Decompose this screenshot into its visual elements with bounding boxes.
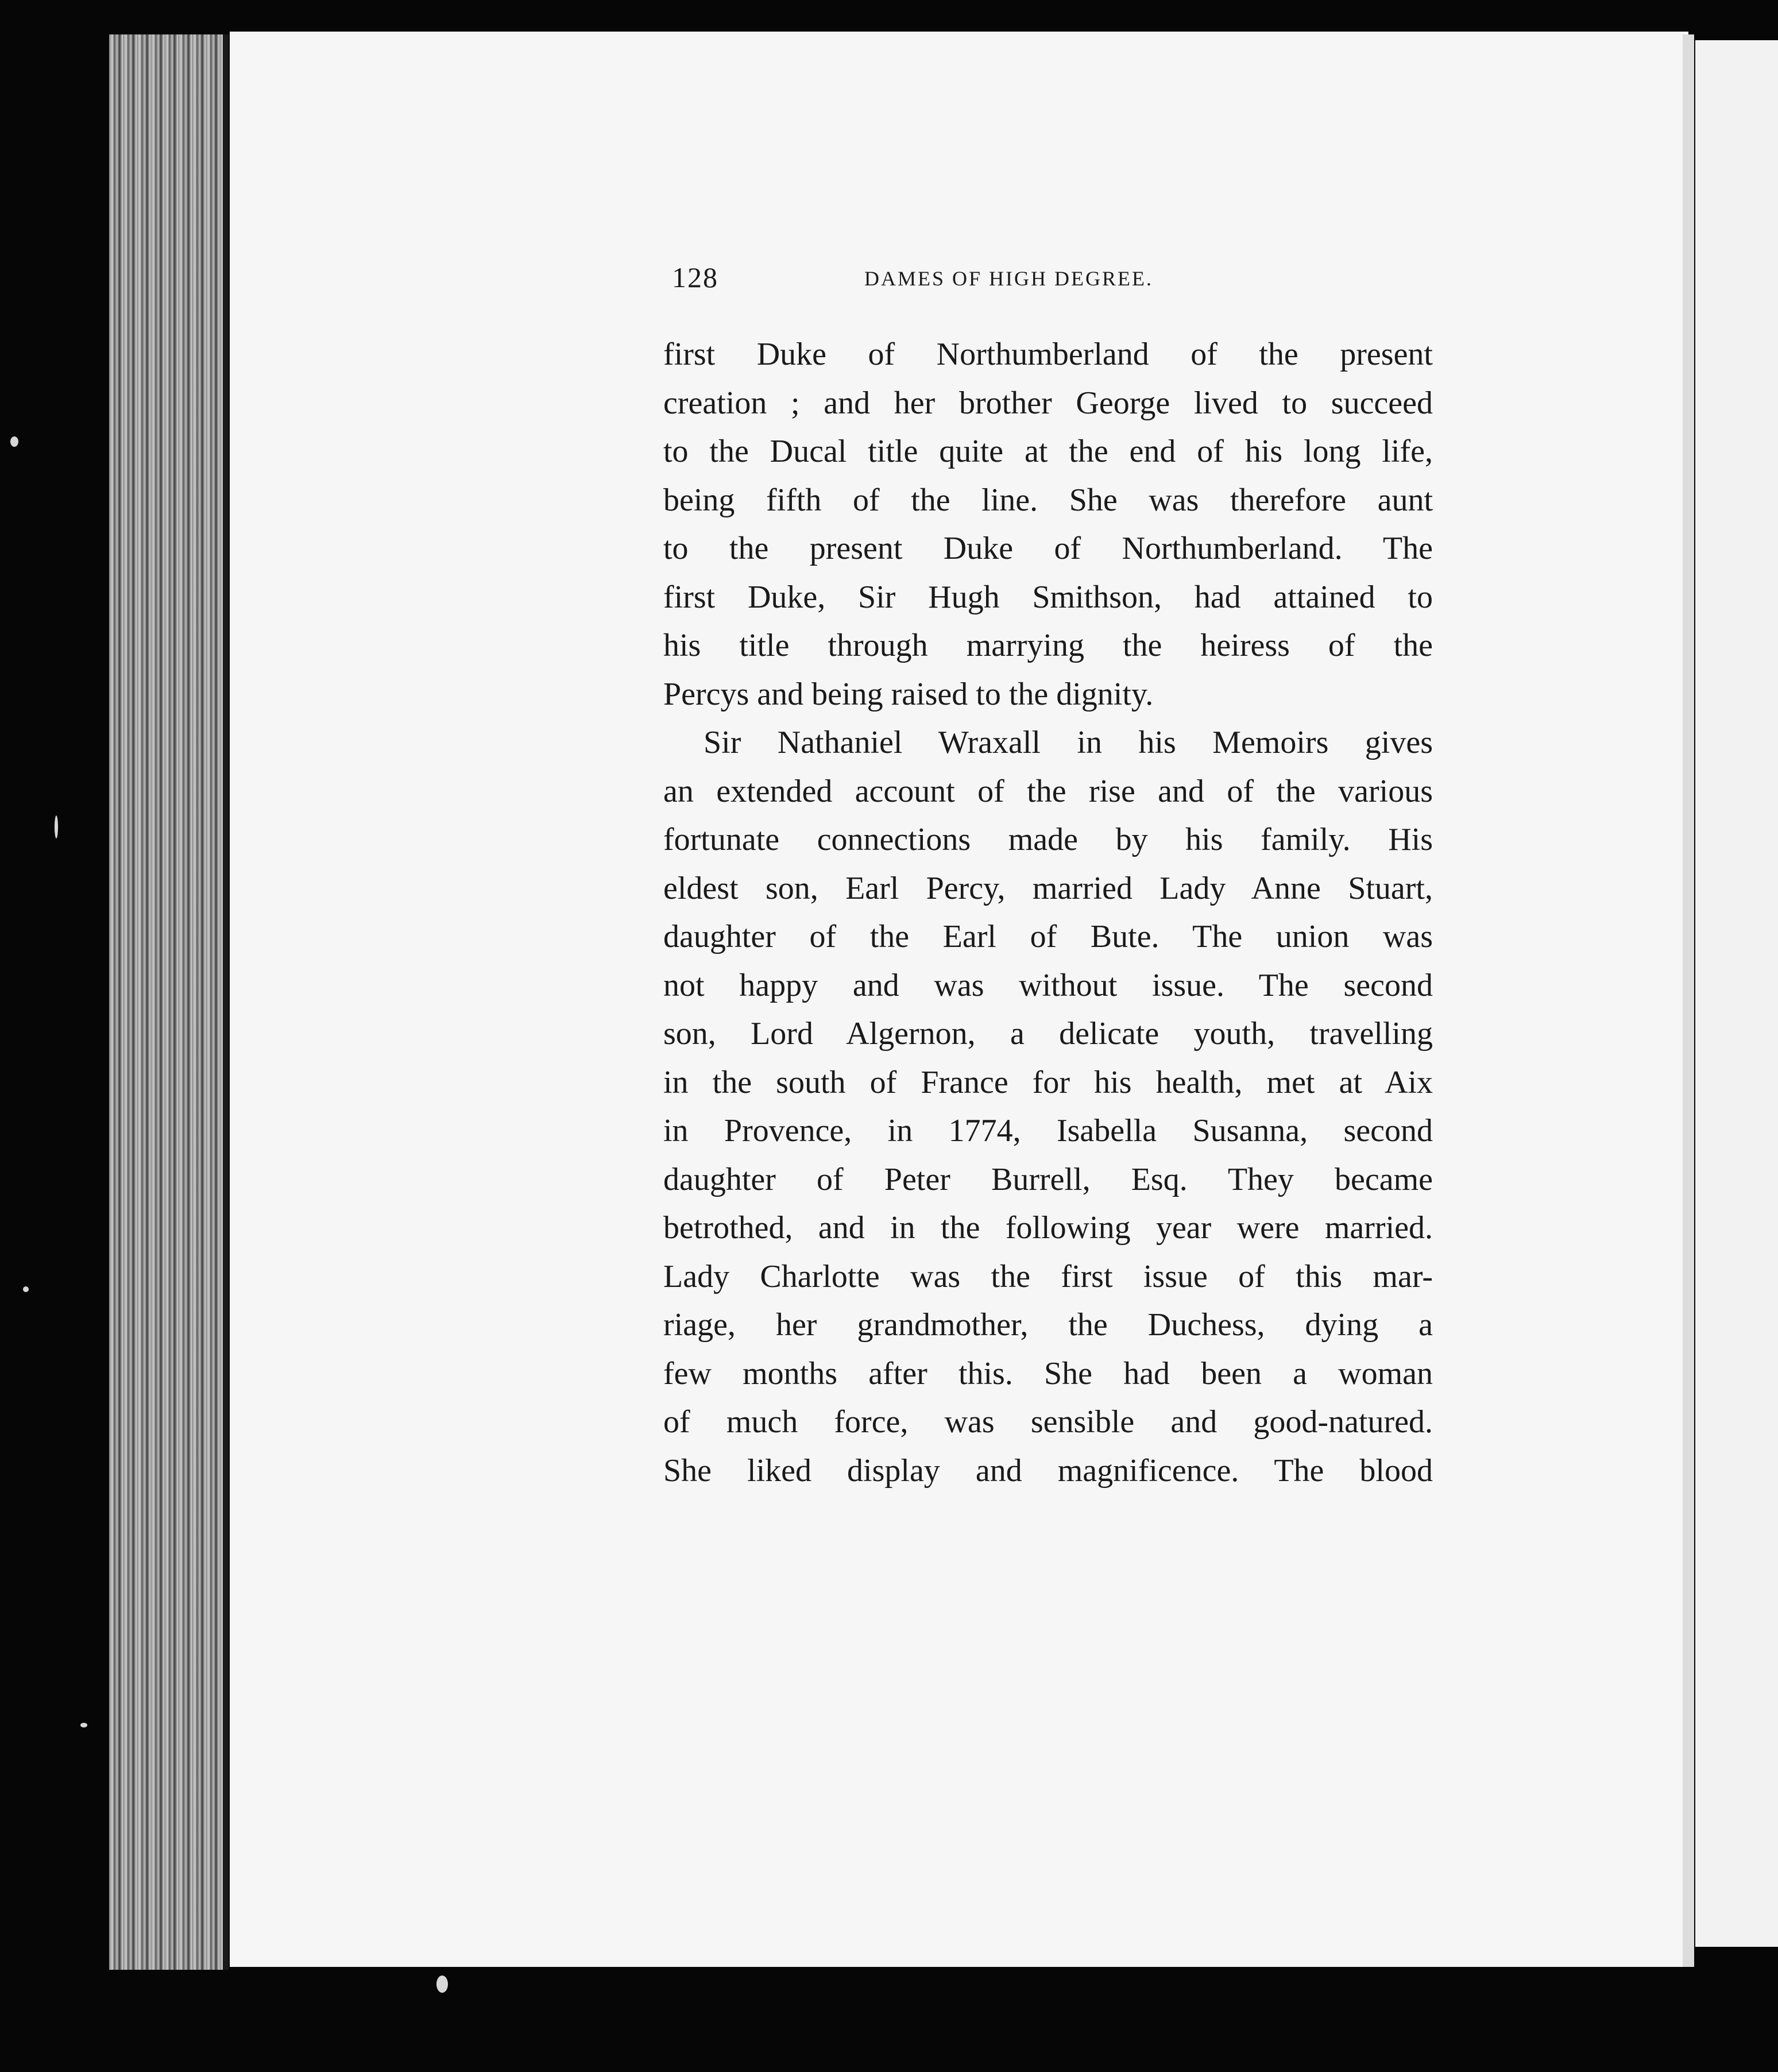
book-page-edges <box>109 34 224 1970</box>
running-header <box>672 261 1246 301</box>
text-line: creation ; and her brother George lived to succeed <box>663 385 1433 421</box>
text-line: first Duke of Northumberland of the present <box>663 337 1433 372</box>
dust-speck <box>10 436 18 447</box>
text-line: not happy and was without issue. The second <box>663 967 1433 1003</box>
text-line: fortunate connections made by his family. His <box>663 822 1433 857</box>
text-line: daughter of the Earl of Bute. The union was <box>663 919 1433 954</box>
text-line: son, Lord Algernon, a delicate youth, travelling <box>663 1016 1433 1052</box>
text-line: of much force, was sensible and good-natured. <box>663 1404 1433 1440</box>
text-line: first Duke, Sir Hugh Smithson, had attained to <box>663 579 1433 615</box>
text-line: eldest son, Earl Percy, married Lady Anne Stuart, <box>663 870 1433 906</box>
text-line: few months after this. She had been a woman <box>663 1355 1433 1391</box>
text-line: his title through marrying the heiress of the <box>663 628 1433 663</box>
text-line: She liked display and magnificence. The blood <box>663 1452 1433 1489</box>
page-gutter-shadow <box>1683 34 1694 1967</box>
running-title: DAMES OF HIGH DEGREE. <box>864 267 1153 290</box>
dust-speck <box>55 815 58 838</box>
text-line-paragraph-start: Sir Nathaniel Wraxall in his Memoirs gives <box>704 725 1433 760</box>
page-number: 128 <box>672 261 718 293</box>
text-line: being fifth of the line. She was therefore aunt <box>663 482 1433 518</box>
text-line: in the south of France for his health, met at Aix <box>663 1064 1433 1100</box>
body-text <box>663 330 1433 1495</box>
text-line: Lady Charlotte was the first issue of this mar- <box>663 1258 1433 1294</box>
text-line: an extended account of the rise and of the various <box>663 773 1433 809</box>
text-line: to the present Duke of Northumberland. The <box>663 531 1433 566</box>
text-line: in Provence, in 1774, Isabella Susanna, second <box>663 1113 1433 1149</box>
dust-speck <box>436 1976 448 1993</box>
text-line: betrothed, and in the following year were married. <box>663 1210 1433 1246</box>
text-line: riage, her grandmother, the Duchess, dying a <box>663 1307 1433 1343</box>
text-line: daughter of Peter Burrell, Esq. They became <box>663 1161 1433 1197</box>
text-line: Percys and being raised to the dignity. <box>663 676 1154 712</box>
facing-page-edge <box>1695 40 1778 1947</box>
dust-speck <box>80 1723 87 1727</box>
dust-speck <box>23 1286 29 1292</box>
text-line: to the Ducal title quite at the end of his long life, <box>663 434 1433 469</box>
